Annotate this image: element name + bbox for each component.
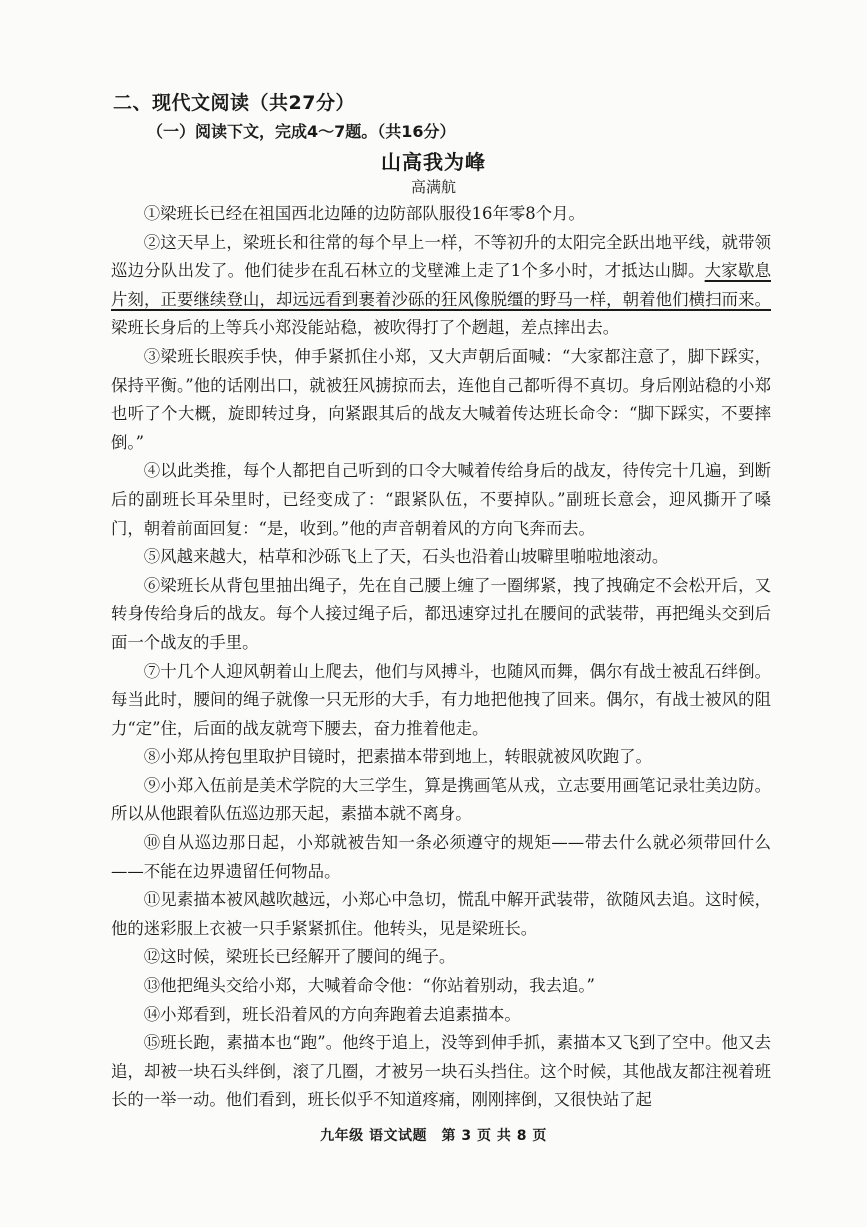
paragraph-2-text-end: 梁班长身后的上等兵小郑没能站稳，被吹得打了个趔趄，差点摔出去。	[111, 318, 620, 338]
page-footer: 九年级 语文试题 第 3 页 共 8 页	[320, 1128, 547, 1144]
paragraph-5: ⑤风越来越大，枯草和沙砾飞上了天，石头也沿着山坡噼里啪啦地滚动。	[143, 547, 669, 567]
paragraph-14: ⑭小郑看到，班长沿着风的方向奔跑着去追素描本。	[143, 1004, 521, 1024]
paragraph-4: ④以此类推，每个人都把自己听到的口令大喊着传给身后的战友，待传完十几遍，到断后的副班长耳朵里时，已经变成了：“跟紧队伍，不要掉队。”副班长意会，迎风撕开了嗓门，朝着前面回复：“是，收到。”他的声音朝着风的方向飞奔而去。	[111, 461, 771, 538]
underlined-sentence: 大家歇息片刻，正要继续登山，却远远看到裹着沙砾的狂风像脱缰的野马一样，朝着他们横扫而来。	[111, 261, 771, 309]
article-title: 山高我为峰	[381, 150, 486, 174]
article-body	[111, 200, 771, 1115]
paragraph-15: ⑮班长跑，素描本也“跑”。他终于追上，没等到伸手抓，素描本又飞到了空中。他又去追，却被一块石头绊倒，滚了几圈，才被另一块石头挡住。这个时候，其他战友都注视着班长的一举一动。他们看到，班长似乎不知道疼痛，刚刚摔倒，又很快站了起	[111, 1033, 771, 1110]
reading-instruction: （一）阅读下文，完成4～7题。（共16分）	[147, 122, 456, 141]
paragraph-11: ⑪见素描本被风越吹越远，小郑心中急切，慌乱中解开武装带，欲随风去追。这时候，他的迷彩服上衣被一只手紧紧抓住。他转头，见是梁班长。	[111, 890, 771, 938]
paragraph-2-text: ②这天早上，梁班长和往常的每个早上一样，不等初升的太阳完全跃出地平线，就带领巡边分队出发了。他们徒步在乱石林立的戈壁滩上走了1个多小时，才抵达山脚。	[111, 232, 771, 281]
article-author: 高满航	[410, 178, 456, 196]
paragraph-13: ⑬他把绳头交给小郑，大喊着命令他：“你站着别动，我去追。”	[143, 976, 595, 996]
paragraph-9: ⑨小郑入伍前是美术学院的大三学生，算是携画笔从戎，立志要用画笔记录壮美边防。所以从他跟着队伍巡边那天起，素描本就不离身。	[111, 775, 771, 824]
section-title: 二、现代文阅读（共27分）	[113, 92, 355, 114]
paragraph-12: ⑫这时候，梁班长已经解开了腰间的绳子。	[143, 947, 456, 967]
paragraph-3: ③梁班长眼疾手快，伸手紧抓住小郑，又大声朝后面喊：“大家都注意了，脚下踩实，保持平衡。”他的话刚出口，就被狂风掳掠而去，连他自己都听得不真切。身后刚站稳的小郑也听了个大概，旋即转过身，向紧跟其后的战友大喊着传达班长命令：“脚下踩实，不要摔倒。”	[111, 346, 771, 452]
paragraph-6: ⑥梁班长从背包里抽出绳子，先在自己腰上缠了一圈绑紧，拽了拽确定不会松开后，又转身传给身后的战友。每个人接过绳子后，都迅速穿过扎在腰间的武装带，再把绳头交到后面一个战友的手里。	[111, 575, 771, 652]
paragraph-2	[111, 229, 771, 343]
paragraph-1: ①梁班长已经在祖国西北边陲的边防部队服役16年零8个月。	[143, 204, 585, 223]
paragraph-8: ⑧小郑从挎包里取护目镜时，把素描本带到地上，转眼就被风吹跑了。	[143, 747, 652, 767]
paragraph-10: ⑩自从巡边那日起，小郑就被告知一条必须遵守的规矩——带去什么就必须带回什么——不能在边界遗留任何物品。	[111, 833, 771, 881]
paragraph-7: ⑦十几个人迎风朝着山上爬去，他们与风搏斗，也随风而舞，偶尔有战士被乱石绊倒。每当此时，腰间的绳子就像一只无形的大手，有力地把他拽了回来。偶尔，有战士被风的阻力“定”住，后面的战友就弯下腰去，奋力推着他走。	[111, 661, 771, 738]
